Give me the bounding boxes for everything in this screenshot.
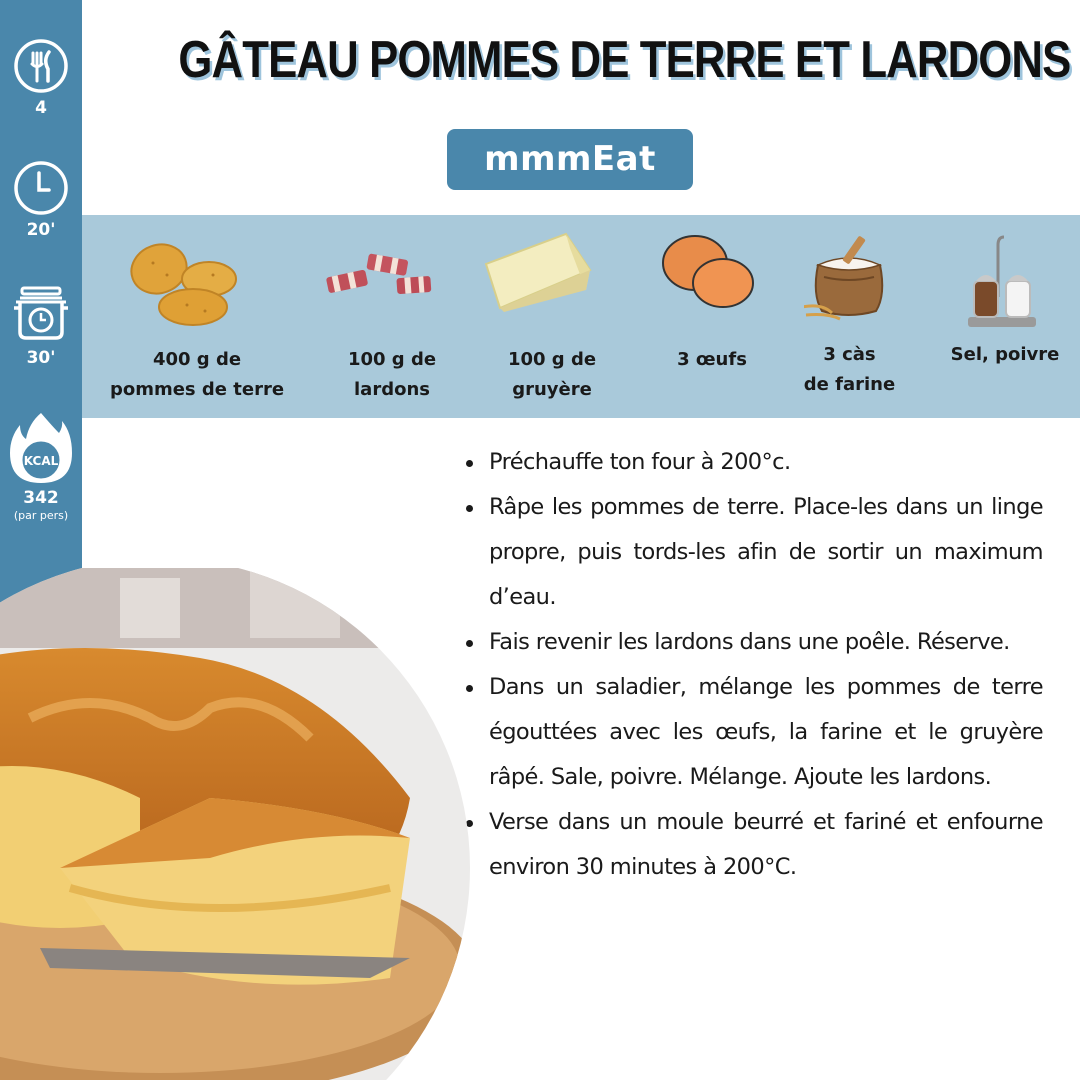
ingredient-qty: Sel, poivre (950, 344, 1060, 365)
salt-pepper-icon (964, 233, 1044, 333)
ingredient-name: de farine (803, 374, 896, 395)
calories-value: 342 (23, 488, 59, 508)
fork-knife-icon (13, 38, 69, 94)
ingredient-qty: 3 càs (823, 344, 876, 365)
potato-lardon-cake-photo (0, 568, 470, 1080)
ingredient-qty: 3 œufs (677, 349, 747, 370)
servings-value: 4 (35, 98, 47, 118)
calories-note: (par pers) (13, 509, 69, 522)
bullet-icon (466, 505, 473, 512)
eggs-icon (659, 229, 755, 309)
step-item (463, 665, 1043, 800)
flour-sack-icon (804, 225, 894, 321)
step-item (463, 800, 1043, 890)
calories-stat (0, 410, 82, 522)
clock-icon (13, 160, 69, 216)
prep-time-stat (0, 160, 82, 240)
brand-logo: mmmEat (447, 129, 693, 190)
recipe-title: GÂTEAU POMMES DE TERRE ET LARDONS (178, 31, 1071, 89)
servings-stat (0, 38, 82, 118)
step-item (463, 440, 1043, 485)
step-item (463, 620, 1043, 665)
recipe-stats-sidebar (0, 0, 82, 612)
bullet-icon (466, 460, 473, 467)
step-text: Fais revenir les lardons dans une poêle. Réserve. (489, 629, 1010, 655)
step-item (463, 485, 1043, 620)
step-text: Préchauffe ton four à 200°c. (489, 449, 791, 475)
recipe-steps (463, 440, 1043, 890)
lardons-icon (319, 243, 435, 303)
ingredients-band (82, 215, 1080, 418)
potatoes-icon (127, 233, 247, 329)
step-text: Dans un saladier, mélange les pommes de terre égouttées avec les œufs, la farine et le gruyère râpé. Sale, poivre. Mélange. Ajoute les lardons. (489, 674, 1043, 790)
step-text: Verse dans un moule beurré et fariné et enfourne environ 30 minutes à 200°C. (489, 809, 1043, 880)
ingredient-name: lardons (354, 379, 430, 400)
cooking-pot-timer-icon (10, 282, 72, 344)
cook-time-value: 30' (26, 348, 56, 368)
ingredient-name: pommes de terre (109, 379, 285, 400)
ingredient-name: gruyère (512, 379, 592, 400)
ingredient-qty: 100 g de (347, 349, 437, 370)
kcal-badge: KCAL (23, 454, 59, 468)
step-text: Râpe les pommes de terre. Place-les dans un linge propre, puis tords-les afin de sortir un maximum d’eau. (489, 494, 1043, 610)
cheese-icon (482, 230, 594, 312)
ingredient-qty: 400 g de (152, 349, 242, 370)
cook-time-stat (0, 282, 82, 368)
prep-time-value: 20' (26, 220, 56, 240)
ingredient-qty: 100 g de (507, 349, 597, 370)
kcal-flame-icon (8, 410, 74, 486)
